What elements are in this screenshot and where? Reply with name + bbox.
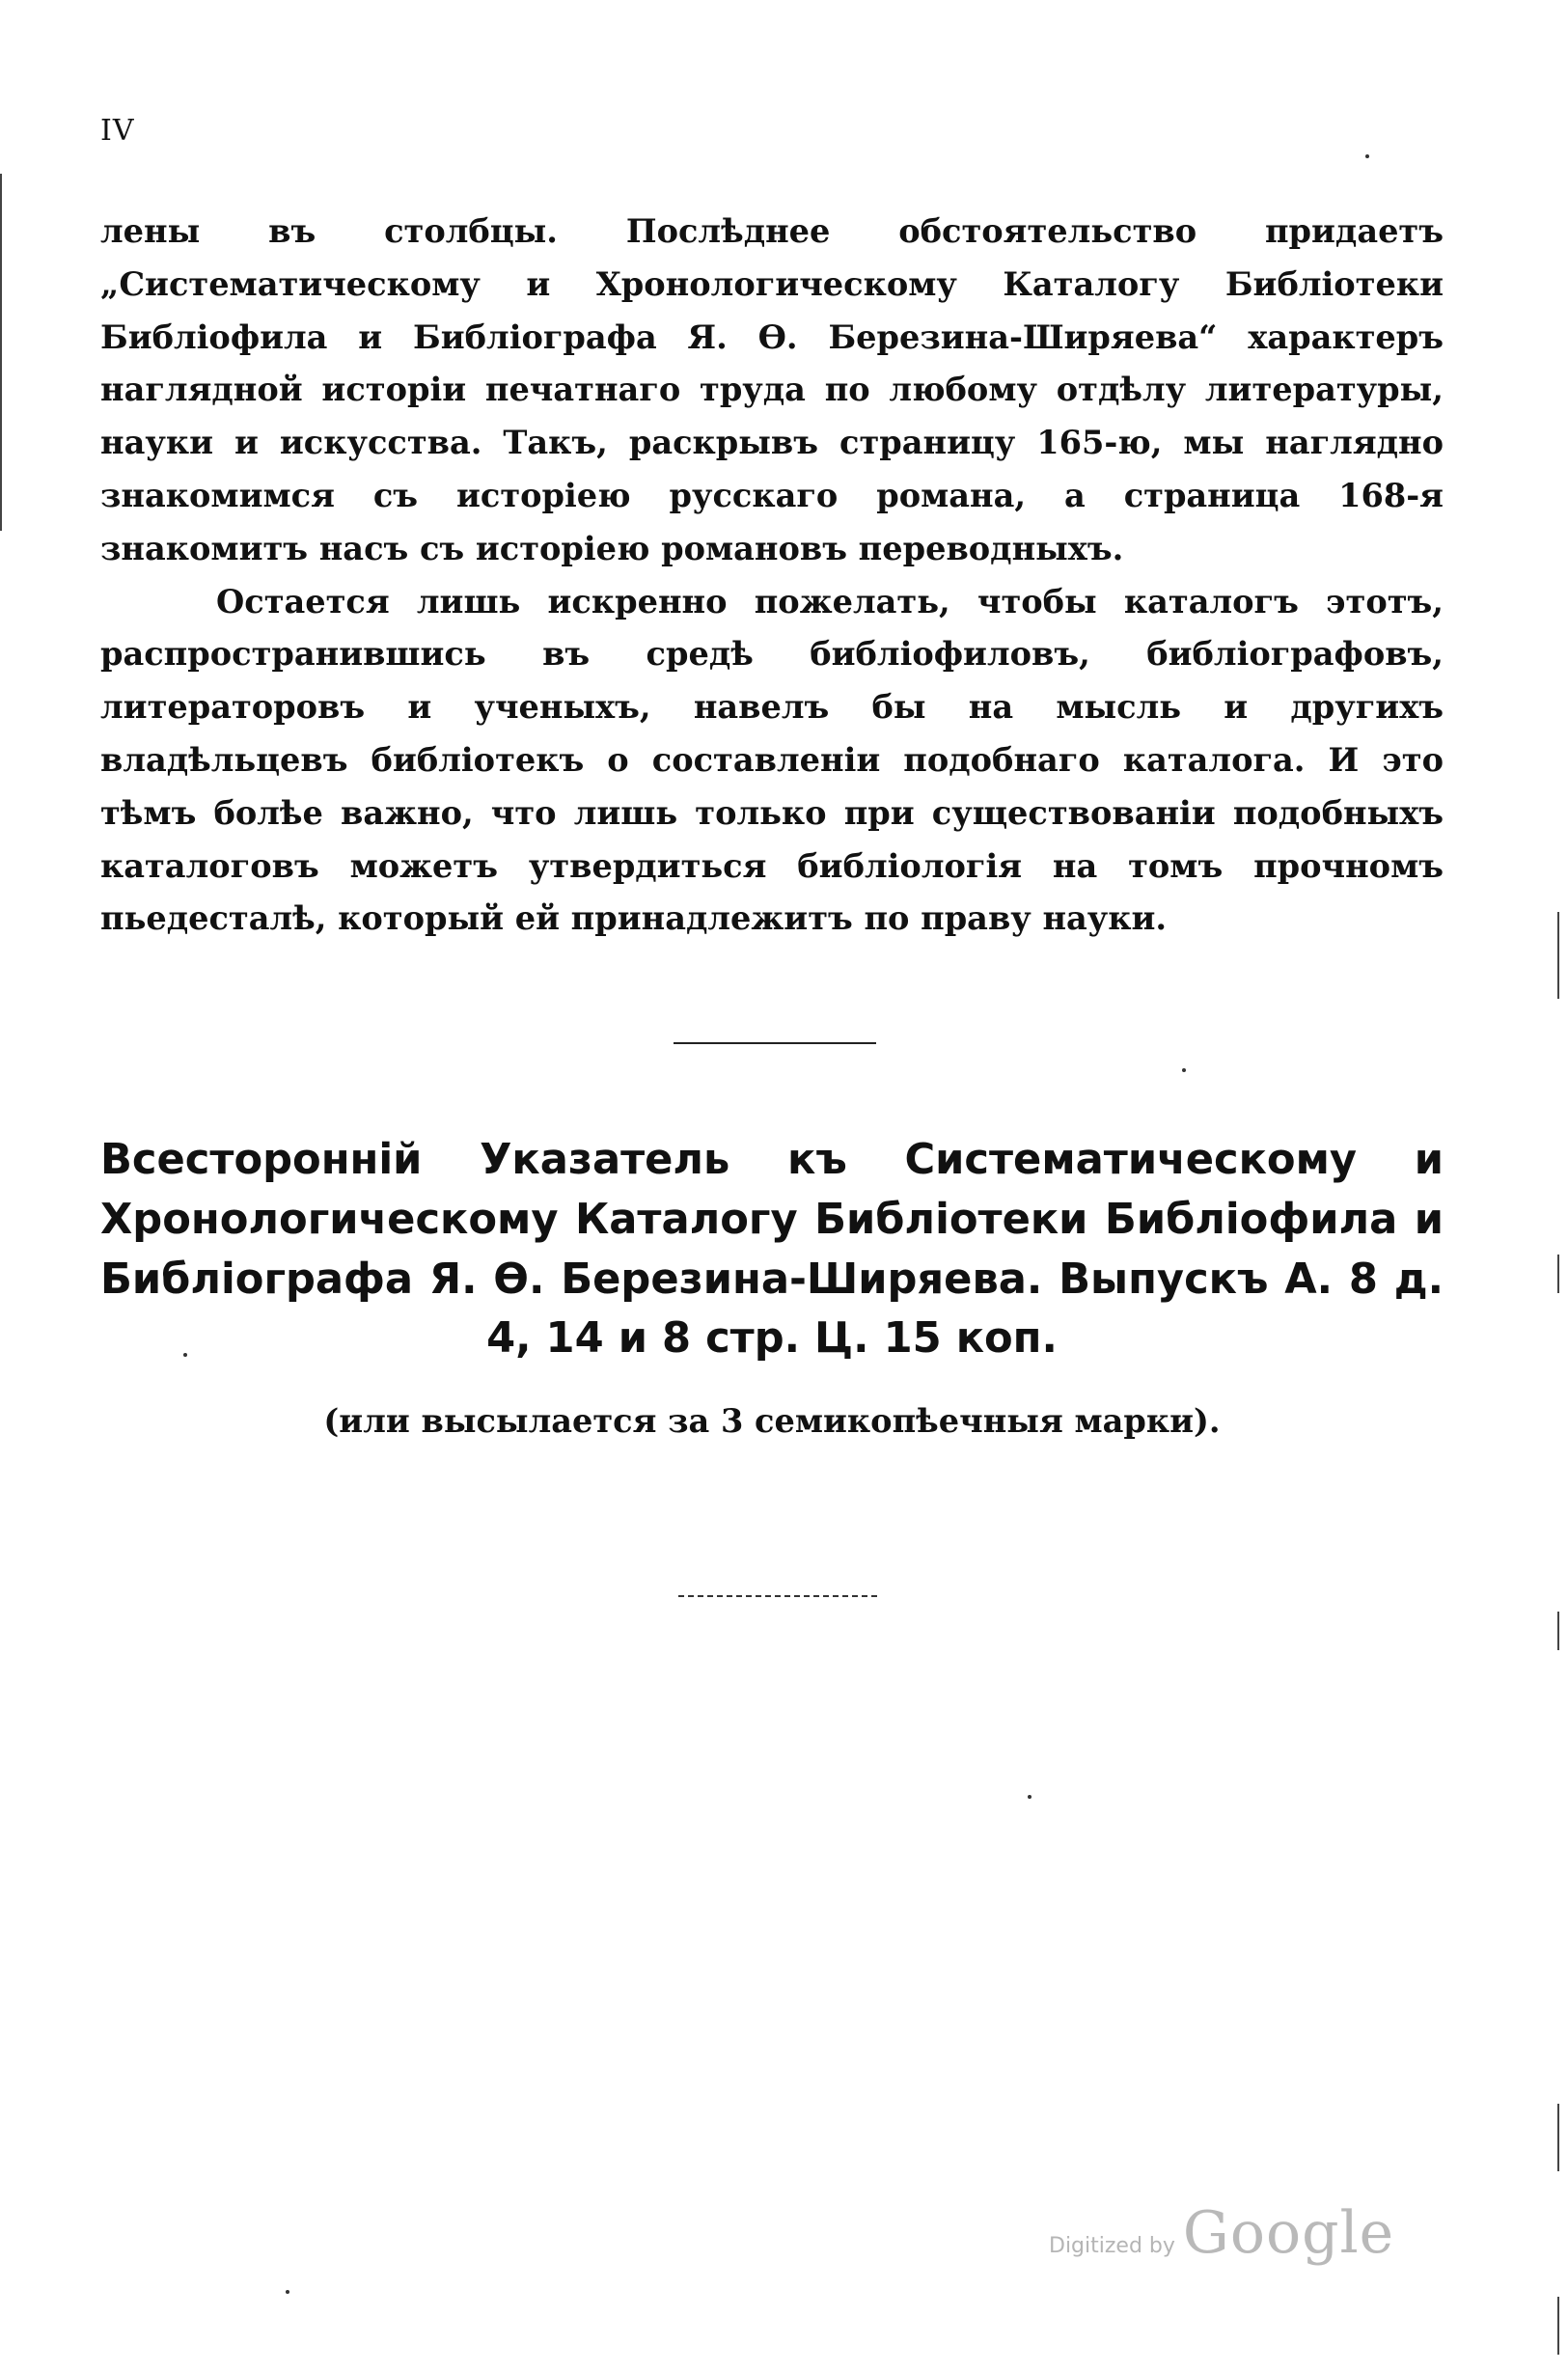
speck [1182, 1068, 1186, 1072]
right-edge-mark-5 [1557, 2297, 1559, 2355]
watermark-prefix: Digitized by [1049, 2234, 1175, 2258]
advertisement-heading: Всесторонній Указатель къ Систематическому и Хронологическому Каталогу Библіотеки Библіофила и Библіографа Я. Ѳ. Березина-Ширяева. Выпускъ А. 8 д. 4, 14 и 8 стр. Ц. 15 коп. [100, 1136, 1444, 1364]
speck [183, 1353, 187, 1357]
page-number: IV [100, 114, 135, 148]
right-edge-mark-4 [1557, 2104, 1559, 2171]
right-edge-mark-1 [1557, 912, 1559, 999]
speck [1365, 154, 1369, 158]
google-logo: Google [1182, 2199, 1395, 2267]
paragraph-1: лены въ столбцы. Послѣднее обстоятельство придаетъ „Систематическому и Хронологическому Каталогу Библіотеки Библіофила и Библіографа Я. Ѳ. Березина-Ширяева“ характеръ наглядной исторіи печатнаго труда по любому отдѣлу литературы, науки и искусства. Такъ, раскрывъ страницу 165-ю, мы наглядно знакомимся съ исторіею русскаго романа, а страница 168-я знакомитъ насъ съ исторіею романовъ переводныхъ. [100, 211, 1444, 567]
bottom-divider [678, 1595, 877, 1597]
left-edge-mark [0, 174, 2, 531]
right-edge-mark-2 [1557, 1255, 1559, 1293]
digitized-watermark [1049, 2199, 1394, 2267]
paragraph-2: Остается лишь искренно пожелать, чтобы каталогъ этотъ, распространившись въ средѣ библіофиловъ, библіографовъ, литераторовъ и ученыхъ, навелъ бы на мысль и другихъ владѣльцевъ библіотекъ о составленіи подобнаго каталога. И это тѣмъ болѣе важно, что лишь только при существованіи подобныхъ каталоговъ можетъ утвердиться библіологія на томъ прочномъ пьедесталѣ, который ей принадлежитъ по праву науки. [100, 581, 1444, 938]
top-divider [674, 1042, 876, 1044]
advertisement-note: (или высылается за 3 семикопѣечныя марки). [323, 1401, 1221, 1440]
right-edge-mark-3 [1557, 1612, 1559, 1650]
body-text [100, 205, 1444, 945]
speck [1028, 1795, 1032, 1799]
speck [286, 2290, 289, 2294]
